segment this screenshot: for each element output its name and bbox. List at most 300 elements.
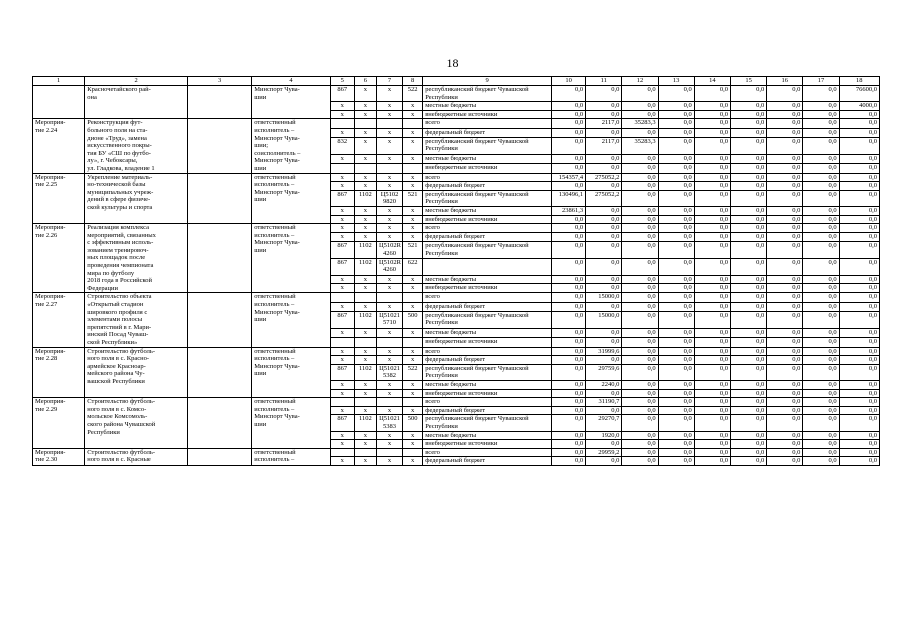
amount-cell: 0,0 — [839, 311, 879, 328]
amount-cell: 0,0 — [839, 241, 879, 258]
code-section: 1102 — [354, 241, 376, 258]
amount-cell: 0,0 — [839, 431, 879, 440]
amount-cell: 0,0 — [586, 275, 622, 284]
amount-cell: 0,0 — [839, 364, 879, 380]
amount-cell: 0,0 — [803, 233, 839, 242]
amount-cell: 0,0 — [803, 215, 839, 224]
code-section — [354, 338, 376, 347]
amount-cell: 0,0 — [622, 102, 658, 111]
amount-cell: 0,0 — [803, 431, 839, 440]
amount-cell: 0,0 — [551, 431, 585, 440]
amount-cell: 0,0 — [767, 164, 803, 173]
column-number: 5 — [330, 77, 354, 86]
amount-cell: 0,0 — [730, 241, 766, 258]
code-grbs: 832 — [330, 137, 354, 154]
amount-cell: 0,0 — [694, 380, 730, 389]
amount-cell: 0,0 — [551, 224, 585, 233]
amount-cell: 0,0 — [839, 173, 879, 182]
code-grbs: x — [330, 356, 354, 365]
amount-cell: 0,0 — [694, 102, 730, 111]
amount-cell: 0,0 — [586, 440, 622, 449]
amount-cell: 0,0 — [803, 380, 839, 389]
code-type — [403, 338, 423, 347]
amount-cell: 0,0 — [658, 258, 694, 275]
amount-cell: 0,0 — [551, 215, 585, 224]
amount-cell: 35283,3 — [622, 119, 658, 128]
event-id: Мероприя- тие 2.27 — [33, 293, 85, 347]
column-number: 6 — [354, 77, 376, 86]
amount-cell: 0,0 — [694, 406, 730, 415]
code-target: x — [376, 347, 402, 356]
amount-cell: 0,0 — [767, 415, 803, 431]
amount-cell: 0,0 — [839, 233, 879, 242]
code-type — [403, 164, 423, 173]
amount-cell: 0,0 — [551, 128, 585, 137]
amount-cell: 0,0 — [694, 431, 730, 440]
code-type — [403, 119, 423, 128]
amount-cell: 0,0 — [622, 241, 658, 258]
funding-source: местные бюджеты — [423, 102, 552, 111]
code-type: x — [403, 110, 423, 119]
table-row — [33, 293, 880, 302]
code-target: x — [376, 389, 402, 398]
amount-cell: 0,0 — [658, 241, 694, 258]
code-grbs: 867 — [330, 415, 354, 431]
amount-cell: 0,0 — [767, 356, 803, 365]
code-grbs: x — [330, 215, 354, 224]
amount-cell: 0,0 — [551, 233, 585, 242]
event-name: Строительство футболь- ного поля в с. Красные — [85, 448, 188, 465]
code-grbs: x — [330, 440, 354, 449]
event-col3 — [187, 448, 251, 465]
amount-cell: 0,0 — [839, 389, 879, 398]
amount-cell: 0,0 — [694, 119, 730, 128]
amount-cell: 0,0 — [767, 86, 803, 102]
amount-cell: 4000,0 — [839, 102, 879, 111]
amount-cell: 0,0 — [622, 415, 658, 431]
amount-cell: 0,0 — [694, 364, 730, 380]
amount-cell: 0,0 — [839, 119, 879, 128]
code-grbs — [330, 338, 354, 347]
amount-cell: 0,0 — [730, 347, 766, 356]
code-grbs: x — [330, 284, 354, 293]
code-type: 521 — [403, 241, 423, 258]
code-type: x — [403, 440, 423, 449]
amount-cell: 0,0 — [839, 293, 879, 302]
amount-cell: 0,0 — [622, 406, 658, 415]
amount-cell: 0,0 — [839, 415, 879, 431]
amount-cell: 0,0 — [694, 415, 730, 431]
code-grbs: 867 — [330, 364, 354, 380]
amount-cell: 23861,3 — [551, 206, 585, 215]
amount-cell: 0,0 — [586, 356, 622, 365]
amount-cell: 0,0 — [839, 182, 879, 191]
funding-source: внебюджетные источники — [423, 284, 552, 293]
code-section: x — [354, 182, 376, 191]
amount-cell: 0,0 — [730, 206, 766, 215]
code-type: x — [403, 406, 423, 415]
amount-cell: 0,0 — [730, 364, 766, 380]
amount-cell: 0,0 — [767, 338, 803, 347]
amount-cell: 0,0 — [658, 275, 694, 284]
amount-cell: 0,0 — [730, 457, 766, 466]
code-type: x — [403, 389, 423, 398]
column-number: 2 — [85, 77, 188, 86]
amount-cell: 0,0 — [694, 173, 730, 182]
code-section: x — [354, 356, 376, 365]
code-target — [376, 338, 402, 347]
amount-cell: 0,0 — [551, 110, 585, 119]
amount-cell: 0,0 — [622, 380, 658, 389]
code-target: x — [376, 137, 402, 154]
funding-source: местные бюджеты — [423, 431, 552, 440]
amount-cell: 0,0 — [839, 356, 879, 365]
code-target — [376, 164, 402, 173]
amount-cell: 0,0 — [803, 389, 839, 398]
amount-cell: 0,0 — [730, 293, 766, 302]
amount-cell: 0,0 — [658, 102, 694, 111]
column-number-row — [33, 77, 880, 86]
amount-cell: 0,0 — [803, 155, 839, 164]
amount-cell: 0,0 — [694, 448, 730, 457]
amount-cell: 0,0 — [730, 164, 766, 173]
amount-cell: 0,0 — [767, 364, 803, 380]
amount-cell: 0,0 — [694, 182, 730, 191]
amount-cell: 0,0 — [803, 302, 839, 311]
amount-cell: 0,0 — [803, 338, 839, 347]
code-grbs — [330, 448, 354, 457]
amount-cell: 0,0 — [694, 110, 730, 119]
column-number: 13 — [658, 77, 694, 86]
code-grbs: x — [330, 380, 354, 389]
code-type: x — [403, 206, 423, 215]
event-id: Мероприя- тие 2.28 — [33, 347, 85, 398]
funding-source: федеральный бюджет — [423, 356, 552, 365]
amount-cell: 0,0 — [767, 110, 803, 119]
amount-cell: 0,0 — [551, 440, 585, 449]
amount-cell: 0,0 — [767, 190, 803, 206]
amount-cell: 0,0 — [658, 155, 694, 164]
event-col3 — [187, 119, 251, 173]
event-name: Строительство футболь- ного поля в с. Комсо- мольское Комсомоль- ского района Чувашской Республики — [85, 398, 188, 449]
amount-cell: 0,0 — [730, 182, 766, 191]
amount-cell: 0,0 — [767, 155, 803, 164]
code-target: x — [376, 440, 402, 449]
amount-cell: 0,0 — [839, 448, 879, 457]
event-name: Реализация комплекса мероприятий, связанных с эффективным исполь- зованием тренировоч- ных площадок после проведения чемпионата мира по футболу 2018 года в Российской Федерации — [85, 224, 188, 293]
amount-cell: 0,0 — [694, 329, 730, 338]
amount-cell: 0,0 — [694, 389, 730, 398]
funding-source: всего — [423, 448, 552, 457]
amount-cell: 0,0 — [803, 457, 839, 466]
amount-cell: 0,0 — [658, 206, 694, 215]
amount-cell: 0,0 — [586, 182, 622, 191]
code-target: x — [376, 284, 402, 293]
amount-cell: 0,0 — [551, 398, 585, 407]
event-col3 — [187, 86, 251, 119]
code-target: x — [376, 102, 402, 111]
amount-cell: 0,0 — [767, 206, 803, 215]
amount-cell: 0,0 — [622, 155, 658, 164]
amount-cell: 0,0 — [586, 389, 622, 398]
code-type: 522 — [403, 364, 423, 380]
code-target — [376, 448, 402, 457]
amount-cell: 0,0 — [551, 302, 585, 311]
amount-cell: 0,0 — [658, 448, 694, 457]
responsible-executor: ответственный исполнитель – Минспорт Чува- шии — [252, 293, 330, 347]
amount-cell: 29270,7 — [586, 415, 622, 431]
code-grbs: x — [330, 431, 354, 440]
amount-cell: 0,0 — [586, 102, 622, 111]
amount-cell: 0,0 — [586, 86, 622, 102]
amount-cell: 0,0 — [839, 206, 879, 215]
funding-source: внебюджетные источники — [423, 389, 552, 398]
code-target: Ц5102 9820 — [376, 190, 402, 206]
code-grbs — [330, 119, 354, 128]
code-grbs: x — [330, 389, 354, 398]
amount-cell: 0,0 — [839, 137, 879, 154]
funding-source: республиканский бюджет Чувашской Республики — [423, 241, 552, 258]
code-target: x — [376, 155, 402, 164]
funding-source: федеральный бюджет — [423, 182, 552, 191]
amount-cell: 0,0 — [586, 215, 622, 224]
code-section: x — [354, 431, 376, 440]
amount-cell: 0,0 — [730, 338, 766, 347]
amount-cell: 0,0 — [730, 302, 766, 311]
event-col3 — [187, 293, 251, 347]
code-target: x — [376, 380, 402, 389]
amount-cell: 0,0 — [551, 102, 585, 111]
code-section: x — [354, 173, 376, 182]
code-section — [354, 293, 376, 302]
code-section: x — [354, 275, 376, 284]
amount-cell: 0,0 — [551, 137, 585, 154]
event-name: Красночетайского рай- она — [85, 86, 188, 119]
amount-cell: 0,0 — [551, 258, 585, 275]
code-type: 521 — [403, 190, 423, 206]
amount-cell: 0,0 — [694, 258, 730, 275]
event-id: Мероприя- тие 2.30 — [33, 448, 85, 465]
code-type: 622 — [403, 258, 423, 275]
code-section: 1102 — [354, 364, 376, 380]
code-grbs: x — [330, 233, 354, 242]
amount-cell: 0,0 — [730, 440, 766, 449]
event-name: Укрепление материаль- но-технической базы муниципальных учреж- дений в сфере физиче- ской культуры и спорта — [85, 173, 188, 224]
code-grbs — [330, 164, 354, 173]
code-section: x — [354, 302, 376, 311]
amount-cell: 0,0 — [839, 164, 879, 173]
code-grbs: 867 — [330, 258, 354, 275]
amount-cell: 154357,4 — [551, 173, 585, 182]
code-section — [354, 398, 376, 407]
table-row — [33, 86, 880, 102]
amount-cell: 0,0 — [694, 155, 730, 164]
code-target: x — [376, 86, 402, 102]
amount-cell: 0,0 — [767, 457, 803, 466]
code-section: x — [354, 155, 376, 164]
code-target — [376, 398, 402, 407]
amount-cell: 0,0 — [730, 398, 766, 407]
code-section — [354, 448, 376, 457]
amount-cell: 0,0 — [839, 128, 879, 137]
amount-cell: 0,0 — [839, 329, 879, 338]
amount-cell: 0,0 — [730, 356, 766, 365]
code-type: x — [403, 329, 423, 338]
amount-cell: 0,0 — [586, 302, 622, 311]
amount-cell: 0,0 — [767, 182, 803, 191]
amount-cell: 0,0 — [551, 284, 585, 293]
funding-source: местные бюджеты — [423, 329, 552, 338]
code-type: x — [403, 215, 423, 224]
code-section: 1102 — [354, 190, 376, 206]
column-number: 7 — [376, 77, 402, 86]
amount-cell: 0,0 — [767, 119, 803, 128]
amount-cell: 0,0 — [658, 356, 694, 365]
code-section: x — [354, 137, 376, 154]
code-section: 1102 — [354, 415, 376, 431]
amount-cell: 0,0 — [622, 364, 658, 380]
code-target: x — [376, 224, 402, 233]
amount-cell: 0,0 — [658, 389, 694, 398]
code-section: x — [354, 233, 376, 242]
funding-source: всего — [423, 398, 552, 407]
amount-cell: 0,0 — [658, 173, 694, 182]
amount-cell: 2117,0 — [586, 137, 622, 154]
amount-cell: 0,0 — [622, 293, 658, 302]
column-number: 3 — [187, 77, 251, 86]
amount-cell: 130496,1 — [551, 190, 585, 206]
amount-cell: 0,0 — [551, 389, 585, 398]
code-target: Ц51021 5710 — [376, 311, 402, 328]
amount-cell: 29959,2 — [586, 448, 622, 457]
code-grbs: x — [330, 155, 354, 164]
amount-cell: 0,0 — [803, 258, 839, 275]
code-grbs: x — [330, 457, 354, 466]
amount-cell: 0,0 — [730, 215, 766, 224]
code-grbs: x — [330, 329, 354, 338]
amount-cell: 35283,3 — [622, 137, 658, 154]
amount-cell: 0,0 — [622, 224, 658, 233]
code-section: x — [354, 224, 376, 233]
funding-source: внебюджетные источники — [423, 338, 552, 347]
amount-cell: 0,0 — [622, 347, 658, 356]
code-target: x — [376, 275, 402, 284]
amount-cell: 0,0 — [622, 206, 658, 215]
amount-cell: 0,0 — [730, 448, 766, 457]
amount-cell: 0,0 — [803, 275, 839, 284]
funding-source: местные бюджеты — [423, 275, 552, 284]
amount-cell: 0,0 — [694, 302, 730, 311]
amount-cell: 0,0 — [730, 119, 766, 128]
funding-source: республиканский бюджет Чувашской Республики — [423, 364, 552, 380]
amount-cell: 0,0 — [730, 284, 766, 293]
funding-source: всего — [423, 119, 552, 128]
amount-cell: 0,0 — [551, 164, 585, 173]
code-type: x — [403, 224, 423, 233]
amount-cell: 0,0 — [803, 329, 839, 338]
amount-cell: 0,0 — [622, 311, 658, 328]
page-number: 18 — [446, 56, 459, 70]
amount-cell: 0,0 — [586, 128, 622, 137]
amount-cell: 0,0 — [658, 128, 694, 137]
amount-cell: 0,0 — [839, 258, 879, 275]
code-type: x — [403, 128, 423, 137]
code-target: x — [376, 128, 402, 137]
code-grbs — [330, 398, 354, 407]
amount-cell: 0,0 — [803, 190, 839, 206]
amount-cell: 0,0 — [839, 347, 879, 356]
responsible-executor: ответственный исполнитель – — [252, 448, 330, 465]
amount-cell: 0,0 — [586, 338, 622, 347]
amount-cell: 0,0 — [839, 440, 879, 449]
amount-cell: 0,0 — [767, 241, 803, 258]
table-row — [33, 224, 880, 233]
amount-cell: 0,0 — [839, 110, 879, 119]
amount-cell: 0,0 — [622, 128, 658, 137]
code-target: x — [376, 457, 402, 466]
funding-source: республиканский бюджет Чувашской Республики — [423, 415, 552, 431]
amount-cell: 0,0 — [658, 164, 694, 173]
amount-cell: 0,0 — [586, 284, 622, 293]
table-row — [33, 398, 880, 407]
code-section: x — [354, 329, 376, 338]
event-id — [33, 86, 85, 119]
amount-cell: 0,0 — [694, 128, 730, 137]
code-type: 522 — [403, 86, 423, 102]
amount-cell: 0,0 — [586, 258, 622, 275]
amount-cell: 0,0 — [730, 233, 766, 242]
code-target: x — [376, 233, 402, 242]
amount-cell: 0,0 — [658, 380, 694, 389]
amount-cell: 15000,0 — [586, 293, 622, 302]
amount-cell: 0,0 — [730, 329, 766, 338]
column-number: 10 — [551, 77, 585, 86]
code-type: x — [403, 302, 423, 311]
code-target: x — [376, 356, 402, 365]
amount-cell: 0,0 — [767, 275, 803, 284]
code-target: x — [376, 406, 402, 415]
amount-cell: 31190,7 — [586, 398, 622, 407]
code-grbs: x — [330, 275, 354, 284]
amount-cell: 0,0 — [551, 356, 585, 365]
amount-cell: 0,0 — [767, 258, 803, 275]
amount-cell: 0,0 — [730, 86, 766, 102]
amount-cell: 0,0 — [622, 356, 658, 365]
event-col3 — [187, 173, 251, 224]
column-number: 8 — [403, 77, 423, 86]
amount-cell: 0,0 — [803, 86, 839, 102]
code-grbs: x — [330, 110, 354, 119]
amount-cell: 0,0 — [803, 406, 839, 415]
code-section: x — [354, 406, 376, 415]
amount-cell: 0,0 — [586, 110, 622, 119]
code-target: x — [376, 302, 402, 311]
code-section: x — [354, 440, 376, 449]
amount-cell: 0,0 — [803, 173, 839, 182]
amount-cell: 0,0 — [730, 380, 766, 389]
amount-cell: 0,0 — [694, 224, 730, 233]
amount-cell: 0,0 — [551, 364, 585, 380]
amount-cell: 0,0 — [551, 338, 585, 347]
code-section: x — [354, 457, 376, 466]
amount-cell: 0,0 — [658, 431, 694, 440]
amount-cell: 0,0 — [730, 102, 766, 111]
amount-cell: 0,0 — [658, 364, 694, 380]
amount-cell: 0,0 — [694, 338, 730, 347]
amount-cell: 0,0 — [730, 190, 766, 206]
amount-cell: 0,0 — [767, 311, 803, 328]
code-section: x — [354, 128, 376, 137]
